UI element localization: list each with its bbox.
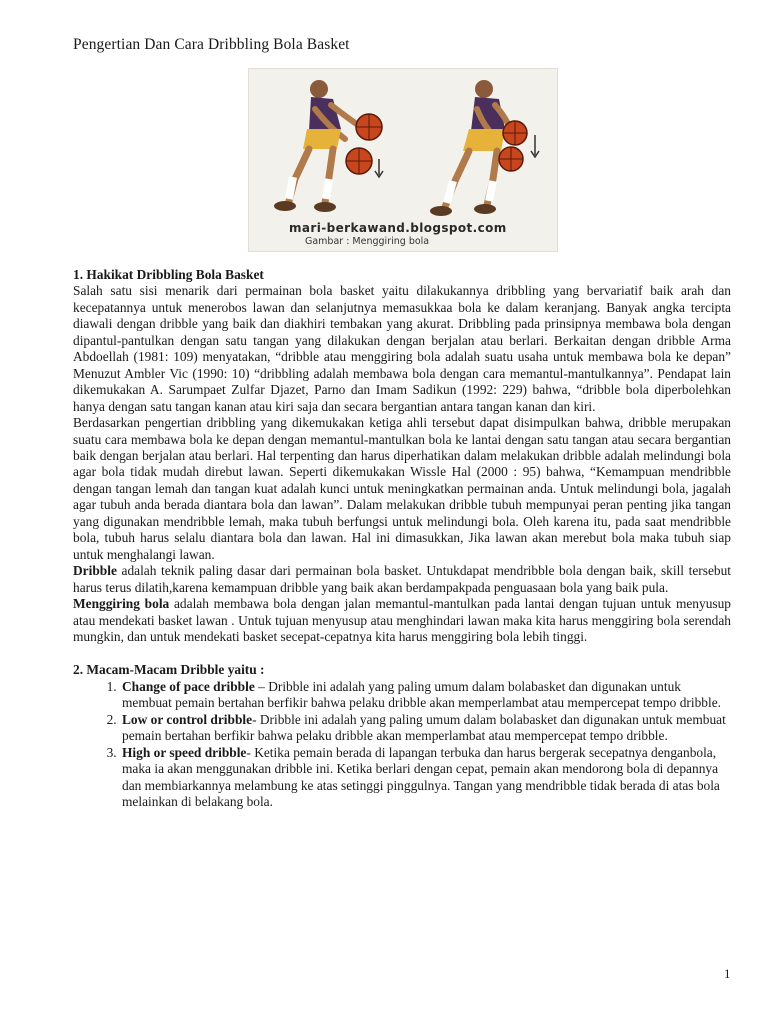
menggiring-term: Menggiring bola [73, 596, 170, 612]
list-item-term: Low or control dribble [122, 711, 253, 727]
list-item [120, 679, 731, 712]
list-item-term: Change of pace dribble [122, 678, 255, 694]
figure-caption: Gambar : Menggiring bola [305, 236, 430, 247]
player-left [274, 80, 383, 212]
list-item-text: - Dribble ini adalah yang paling umum dalam bolabasket dan digunakan untuk membuat pemain bertahan berfikir bahwa pelaku dribble akan memperlambat atau mempercepat tempo dribble. [122, 711, 726, 744]
list-item-text: – Dribble ini adalah yang paling umum dalam bolabasket dan digunakan untuk membuat pemain bertahan berfikir bahwa pelaku dribble akan memperlambat atau mempercepat tempo dribble. [122, 678, 721, 711]
menggiring-definition [73, 596, 731, 645]
page-number: 1 [724, 966, 731, 981]
dribble-term: Dribble [73, 563, 117, 579]
document-body [73, 267, 731, 811]
dribble-types-list [73, 679, 731, 811]
section-1-heading: 1. Hakikat Dribbling Bola Basket [73, 267, 264, 282]
list-item [120, 712, 731, 745]
section-1-paragraph-2: Berdasarkan pengertian dribbling yang dikemukakan ketiga ahli tersebut dapat disimpulkan bahwa, dribble merupakan suatu cara membawa bola ke depan dengan memantul-mantulkan bola ke lantai dengan satu tangan atau secara bergantian baik dengan berjalan atau berlari. Hal terpenting dan harus diperhatikan dalam melakukan dribble adalah melindungi bola agar bola tidak mudah direbut lawan. Seperti dikemukakan Wissle Hal (2000 : 95) bahwa, “Kemampuan mendribble dengan tangan lemah dan tangan kuat adalah kunci untuk meningkatkan permainan anda. Untuk melindungi bola, jagalah agar tubuh anda berada diantara bola dan lawan”. Dalam melakukan dribble tubuh mempunyai peran penting jika tangan yang digunakan mendribble lemah, maka tubuh berfungsi untuk melindungi bola. Oleh karena itu, pada saat mendribble bola, tubuh harus selalu diantara bola dan lawan. Hal ini dimasukkan, Jika lawan akan merebut bola maka tubuh siap untuk menghalangi lawan. [73, 415, 731, 562]
player-right [430, 80, 539, 216]
figure-watermark: mari-berkawand.blogspot.com [289, 221, 507, 235]
section-1-paragraph-1: Salah satu sisi menarik dari permainan bola basket yaitu dilakukannya dribbling yang bervariatif baik arah dan kecepatannya untuk menerobos lawan dan selanjutnya memasukkaa bola ke dalam keranjang. Banyak angka tercipta diawali dengan dribble yang baik dan diakhiri tembakan yang akurat. Dribbling pada prinsipnya membawa bola dengan dipantul-pantulkan dengan satu tangan yang dilakukan dengan berjalan atau berlari. Berkaitan dengan dribble Arma Abdoellah (1981: 109) menyatakan, “dribble atau menggiring bola adalah suatu usaha untuk membawa bola ke depan” Menuzut Ambler Vic (1990: 10) “dribbling adalah membawa bola dengan cara memantul-mantulkannya”. Pendapat lain dikemukakan A. Sarumpaet Zulfar Djazet, Parno dan Imam Sadikun (1992: 229) bahwa, “dribble bola diperbolehkan hanya dengan satu tangan kanan atau kiri saja dan secara bergantian antara tangan kanan dan kiri. [73, 283, 731, 414]
list-item-text: - Ketika pemain berada di lapangan terbuka dan harus bergerak secepatnya denganbola, maka ia akan menggunakan dribble ini. Ketika berlari dengan cepat, pemain akan mendorong bola di depannya dan membiarkannya melambung ke atas setinggi pinggulnya. Tangan yang mendribble tidak berada di atas bola melainkan di belakang bola. [122, 744, 720, 810]
list-item [120, 745, 731, 811]
menggiring-text: adalah membawa bola dengan jalan memantul-mantulkan pada lantai dengan tujuan untuk menyusup atau mendekati basket lawan . Untuk tujuan menyusup atau menghindari lawan maka kita harus menggiring bola serendah mungkin, dan untuk mendekati basket secepat-cepatnya kita harus menggiring bola lebih tinggi. [73, 596, 731, 644]
dribbling-figure [248, 68, 558, 252]
dribble-text: adalah teknik paling dasar dari permainan bola basket. Untukdapat mendribble bola dengan baik, skill tersebut harus terus dilatih,karena kemampuan dribble yang baik akan berdampakpada penguasaan bola yang baik pula. [73, 563, 731, 595]
dribble-definition [73, 563, 731, 596]
page-title: Pengertian Dan Cara Dribbling Bola Basket [73, 36, 350, 53]
list-item-term: High or speed dribble [122, 744, 247, 760]
section-2-heading: 2. Macam-Macam Dribble yaitu : [73, 662, 265, 678]
